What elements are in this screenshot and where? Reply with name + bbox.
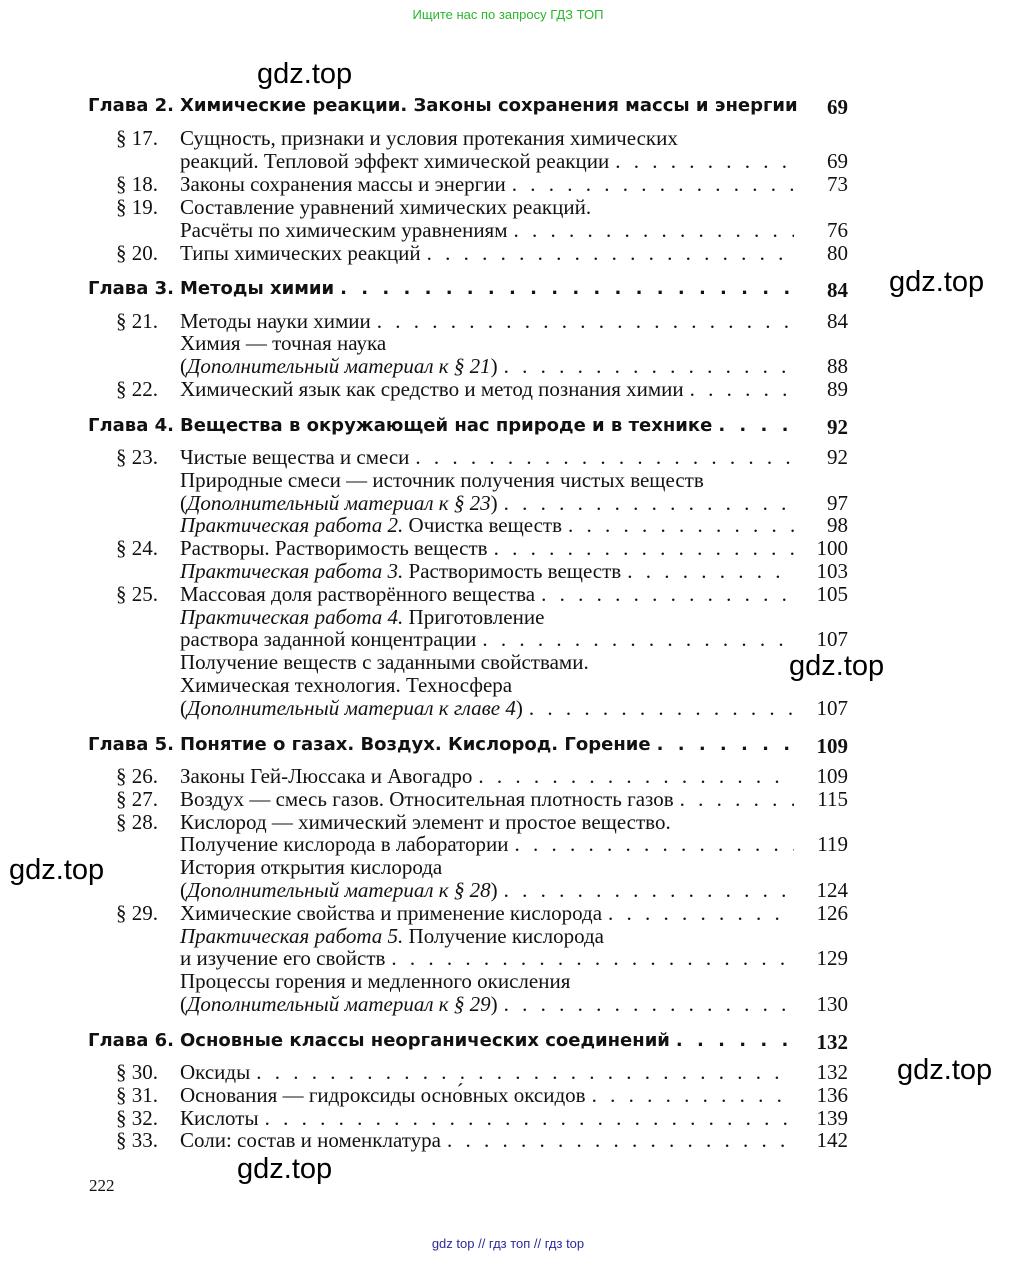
page-ref: 124: [816, 878, 848, 902]
section-number: § 31.: [116, 1083, 158, 1107]
dot-leader: [529, 696, 794, 721]
page-ref: 129: [816, 946, 848, 970]
section-title: Расчёты по химическим уравнениям: [180, 218, 508, 242]
dot-leader: [657, 734, 794, 755]
section-title: Соли: состав и номенклатура: [180, 1128, 441, 1152]
dot-leader: [478, 764, 794, 789]
toc-section-31[interactable]: [0, 1083, 1016, 1106]
footer-links[interactable]: gdz top // гдз топ // гдз top: [431, 1236, 585, 1251]
practical-label: Практическая работа 3.: [180, 559, 404, 583]
section-number: § 24.: [116, 536, 158, 560]
practical-label: Практическая работа 5.: [180, 924, 404, 948]
dot-leader: [514, 218, 795, 243]
toc-extra-21-cont[interactable]: [0, 354, 1016, 377]
dot-leader: [482, 627, 794, 652]
section-number: § 29.: [116, 901, 158, 925]
section-title: Законы Гей-Люссака и Авогадро: [180, 764, 473, 788]
toc-chapter-6[interactable]: [0, 1030, 1016, 1053]
page-ref: 100: [816, 536, 848, 560]
dot-leader: [680, 787, 794, 812]
toc-section-28[interactable]: [0, 810, 1016, 833]
section-number: § 33.: [116, 1128, 158, 1152]
toc-extra-29[interactable]: [0, 969, 1016, 992]
page-ref: 107: [816, 696, 848, 720]
dot-leader: [391, 946, 794, 971]
practical-title: [180, 559, 621, 584]
chapter-number: Глава 2.: [88, 95, 174, 116]
practical-name: и изучение его свойств: [180, 946, 386, 970]
page-ref: 139: [816, 1106, 848, 1130]
page-ref: 103: [816, 559, 848, 583]
watermark: gdz.top: [889, 266, 985, 298]
dot-leader: [592, 1083, 794, 1108]
close-paren: ): [515, 696, 523, 720]
open-paren: (: [180, 696, 187, 720]
extra-label-italic: Дополнительный материал к § 29: [187, 992, 491, 1016]
page-ref: 136: [816, 1083, 848, 1107]
toc-section-20[interactable]: [0, 241, 1016, 264]
toc-section-33[interactable]: [0, 1128, 1016, 1151]
watermark: gdz.top: [9, 854, 105, 886]
page-ref: 98: [827, 513, 848, 537]
search-hint: Ищите нас по запросу ГДЗ ТОП: [412, 7, 604, 22]
section-number: § 32.: [116, 1106, 158, 1130]
page-ref: 84: [827, 278, 848, 302]
dot-leader: [512, 172, 794, 197]
practical-name: Растворимость веществ: [403, 559, 622, 583]
toc-section-23[interactable]: [0, 445, 1016, 468]
practical-name: раствора заданной концентрации: [180, 627, 477, 651]
open-paren: (: [180, 992, 187, 1016]
extra-label: [180, 992, 498, 1017]
open-paren: (: [180, 491, 187, 515]
section-title: Получение кислорода в лаборатории: [180, 832, 509, 856]
section-title: Кислоты: [180, 1106, 259, 1130]
toc-practical-2[interactable]: [0, 513, 1016, 536]
page-ref: 126: [816, 901, 848, 925]
toc-practical-3[interactable]: [0, 559, 1016, 582]
section-title: Кислород — химический элемент и простое вещество.: [180, 810, 671, 834]
extra-title: Получение веществ с заданными свойствами.: [180, 650, 589, 674]
page-ref: 115: [817, 787, 848, 811]
toc-practical-4-cont[interactable]: [0, 627, 1016, 650]
open-paren: (: [180, 878, 187, 902]
dot-leader: [494, 536, 794, 561]
toc-chapter-4[interactable]: [0, 415, 1016, 438]
dot-leader: [504, 878, 794, 903]
section-title: Оксиды: [180, 1060, 251, 1084]
section-number: § 25.: [116, 582, 158, 606]
page-ref: 69: [827, 149, 848, 173]
section-title: Законы сохранения массы и энергии: [180, 172, 506, 196]
page-ref: 132: [816, 1030, 848, 1054]
dot-leader: [608, 901, 794, 926]
watermark: gdz.top: [789, 650, 885, 682]
extra-label: [180, 878, 498, 903]
watermark: gdz.top: [237, 1153, 333, 1185]
section-title: реакций. Тепловой эффект химической реакции: [180, 149, 610, 173]
chapter-number: Глава 6.: [88, 1030, 174, 1051]
toc-section-19[interactable]: [0, 195, 1016, 218]
section-title: Методы науки химии: [180, 309, 371, 333]
toc-section-30[interactable]: [0, 1060, 1016, 1083]
section-number: § 20.: [116, 241, 158, 265]
section-title: Чистые вещества и смеси: [180, 445, 410, 469]
page-ref: 132: [816, 1060, 848, 1084]
dot-leader: [447, 1128, 794, 1153]
toc-section-24[interactable]: [0, 536, 1016, 559]
dot-leader: [504, 354, 794, 379]
extra-title: История открытия кислорода: [180, 855, 443, 879]
extra-title: Химия — точная наука: [180, 331, 387, 355]
toc-extra-28-cont[interactable]: [0, 878, 1016, 901]
toc-extra-ch4-line2[interactable]: [0, 673, 1016, 696]
section-title: Сущность, признаки и условия протекания химических: [180, 126, 678, 150]
toc-section-27[interactable]: [0, 787, 1016, 810]
dot-leader: [515, 832, 795, 857]
chapter-number: Глава 3.: [88, 278, 174, 299]
practical-title: [180, 513, 562, 538]
toc-extra-ch4[interactable]: [0, 650, 1016, 673]
toc-section-19-cont[interactable]: [0, 218, 1016, 241]
section-title: Массовая доля растворённого вещества: [180, 582, 536, 606]
dot-leader: [568, 513, 794, 538]
extra-label-italic: Дополнительный материал к главе 4: [187, 696, 516, 720]
extra-label: [180, 696, 523, 721]
toc-section-25[interactable]: [0, 582, 1016, 605]
section-number: § 26.: [116, 764, 158, 788]
toc-section-17-cont[interactable]: [0, 149, 1016, 172]
dot-leader: [676, 1030, 794, 1051]
chapter-number: Глава 5.: [88, 734, 174, 755]
extra-title: Химическая технология. Техносфера: [180, 673, 513, 697]
toc-section-29[interactable]: [0, 901, 1016, 924]
toc-extra-23-cont[interactable]: [0, 491, 1016, 514]
page-ref: 142: [816, 1128, 848, 1152]
page-ref: 92: [827, 445, 848, 469]
toc-section-17[interactable]: [0, 126, 1016, 149]
extra-label: [180, 354, 498, 379]
chapter-title: Понятие о газах. Воздух. Кислород. Горение: [180, 734, 651, 755]
section-title: Основания — гидроксиды осно́вных оксидов: [180, 1083, 586, 1107]
chapter-title: Основные классы неорганических соединений: [180, 1030, 670, 1051]
section-number: § 19.: [116, 195, 158, 219]
section-title: Растворы. Растворимость веществ: [180, 536, 488, 560]
close-paren: ): [490, 992, 498, 1016]
page-ref: 88: [827, 354, 848, 378]
practical-name: Получение кислорода: [403, 924, 604, 948]
toc-practical-5-cont[interactable]: [0, 946, 1016, 969]
close-paren: ): [490, 491, 498, 515]
practical-label: Практическая работа 2.: [180, 513, 404, 537]
page-ref: 73: [827, 172, 848, 196]
section-title: Воздух — смесь газов. Относительная плотность газов: [180, 787, 674, 811]
section-title: Химические свойства и применение кислорода: [180, 901, 603, 925]
toc-chapter-2[interactable]: [0, 95, 1016, 118]
extra-label-italic: Дополнительный материал к § 23: [187, 491, 491, 515]
open-paren: (: [180, 354, 187, 378]
section-number: § 28.: [116, 810, 158, 834]
section-number: § 18.: [116, 172, 158, 196]
dot-leader: [718, 415, 794, 436]
toc-section-28-cont[interactable]: [0, 832, 1016, 855]
section-title: Составление уравнений химических реакций.: [180, 195, 592, 219]
extra-label-italic: Дополнительный материал к § 21: [187, 354, 491, 378]
chapter-title: Вещества в окружающей нас природе и в технике: [180, 415, 713, 436]
page-ref: 109: [816, 764, 848, 788]
toc-extra-28[interactable]: [0, 855, 1016, 878]
extra-label-italic: Дополнительный материал к § 28: [187, 878, 491, 902]
watermark: gdz.top: [257, 58, 353, 90]
page-ref: 76: [827, 218, 848, 242]
page-ref: 89: [827, 377, 848, 401]
dot-leader: [415, 445, 794, 470]
toc-section-21[interactable]: [0, 309, 1016, 332]
dot-leader: [427, 241, 794, 266]
dot-leader: [340, 278, 794, 299]
page-ref: 84: [827, 309, 848, 333]
page-ref: 130: [816, 992, 848, 1016]
toc-extra-ch4-cont[interactable]: [0, 696, 1016, 719]
practical-name: Очистка веществ: [403, 513, 562, 537]
section-number: § 23.: [116, 445, 158, 469]
section-number: § 30.: [116, 1060, 158, 1084]
page-ref: 109: [816, 734, 848, 758]
section-number: § 22.: [116, 377, 158, 401]
toc-chapter-5[interactable]: [0, 734, 1016, 757]
practical-name: Приготовление: [403, 605, 545, 629]
dot-leader: [615, 149, 794, 174]
practical-label: Практическая работа 4.: [180, 605, 404, 629]
page-ref: 119: [817, 832, 848, 856]
page-ref: 107: [816, 627, 848, 651]
toc-section-18[interactable]: [0, 172, 1016, 195]
section-number: § 21.: [116, 309, 158, 333]
page-ref: 69: [827, 95, 848, 119]
toc-section-32[interactable]: [0, 1106, 1016, 1129]
chapter-title: Методы химии: [180, 278, 335, 299]
dot-leader: [627, 559, 794, 584]
toc-extra-23[interactable]: [0, 468, 1016, 491]
extra-title: Процессы горения и медленного окисления: [180, 969, 571, 993]
watermark: gdz.top: [897, 1054, 993, 1086]
page-ref: 97: [827, 491, 848, 515]
section-number: § 17.: [116, 126, 158, 150]
section-title: Типы химических реакций: [180, 241, 421, 265]
page-ref: 105: [816, 582, 848, 606]
toc-chapter-3[interactable]: [0, 278, 1016, 301]
toc-section-22[interactable]: [0, 377, 1016, 400]
section-title: Химический язык как средство и метод познания химии: [180, 377, 684, 401]
extra-title: Природные смеси — источник получения чистых веществ: [180, 468, 704, 492]
dot-leader: [256, 1060, 794, 1085]
toc-section-26[interactable]: [0, 764, 1016, 787]
section-number: § 27.: [116, 787, 158, 811]
close-paren: ): [490, 354, 498, 378]
chapter-title: Химические реакции. Законы сохранения массы и энергии: [180, 95, 798, 116]
page-number: 222: [89, 1176, 115, 1195]
dot-leader: [504, 992, 794, 1017]
toc-extra-29-cont[interactable]: [0, 992, 1016, 1015]
toc-extra-21[interactable]: [0, 331, 1016, 354]
dot-leader: [541, 582, 794, 607]
page-ref: 92: [827, 415, 848, 439]
dot-leader: [690, 377, 794, 402]
toc-practical-5[interactable]: [0, 924, 1016, 947]
toc-practical-4[interactable]: [0, 605, 1016, 628]
page-ref: 80: [827, 241, 848, 265]
chapter-number: Глава 4.: [88, 415, 174, 436]
close-paren: ): [490, 878, 498, 902]
